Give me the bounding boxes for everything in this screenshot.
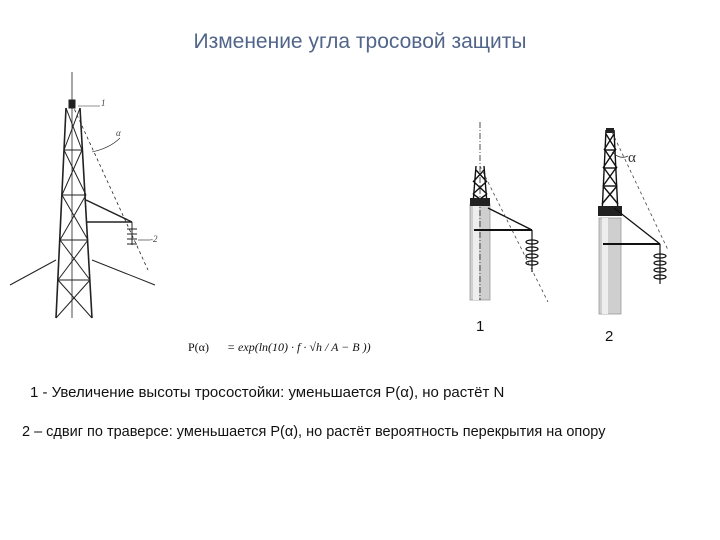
formula-lhs: P(α) [188,340,209,354]
page-title: Изменение угла тросовой защиты [193,30,527,53]
pole-tower-1 [470,122,548,302]
lattice-tower-left [10,72,155,318]
caption-line-2: 2 – сдвиг по траверсе: уменьшается P(α), но растёт вероятность перекрытия на опору [22,424,606,440]
left-tower-label-1: 1 [101,98,106,108]
left-tower-label-2: -2 [150,234,158,244]
pole-1-number: 1 [476,318,485,335]
probability-formula [188,340,371,355]
formula-rhs: = exp(ln(10) · f · √h / A − B )) [226,340,371,354]
caption-line-1: 1 - Увеличение высоты тросостойки: уменьшается P(α), но растёт N [30,384,505,401]
left-tower-label-alpha: α [116,128,121,138]
pole-2-alpha-label: α [628,150,636,166]
pole-2-number: 2 [605,328,614,345]
